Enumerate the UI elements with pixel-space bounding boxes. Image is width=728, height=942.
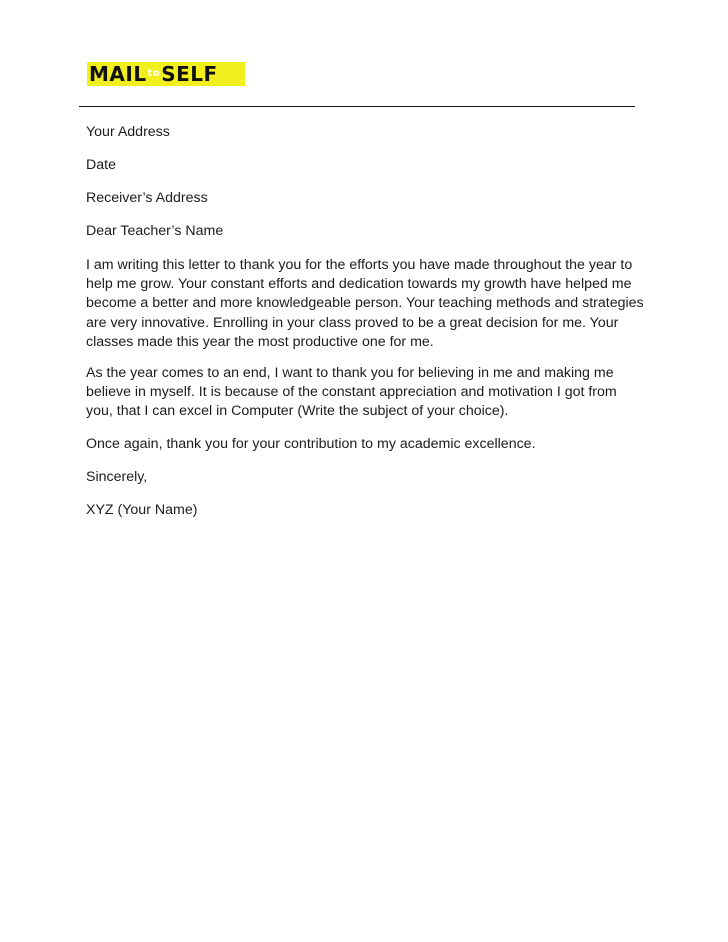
body-paragraph-2: As the year comes to an end, I want to thank you for believing in me and making me believe in myself. It is because of the constant appreciation and motivation I got from you, that I can excel in Computer (Write the subject of your choice). <box>86 365 617 420</box>
salutation: Dear Teacher’s Name <box>86 223 224 239</box>
receiver-address: Receiver’s Address <box>86 190 208 206</box>
logo-text-to: to <box>147 68 161 79</box>
closing: Sincerely, <box>86 469 148 485</box>
body-paragraph-3: Once again, thank you for your contribution to my academic excellence. <box>86 436 536 452</box>
letter-date: Date <box>86 157 116 173</box>
logo-text-mail: MAIL <box>89 62 147 86</box>
mailtoself-logo <box>87 62 245 86</box>
header-divider <box>79 106 635 107</box>
body-paragraph-1: I am writing this letter to thank you for the efforts you have made throughout the year to help me grow. Your constant efforts and dedication towards my growth have helped me become a better and more knowledgeable person. Your teaching methods and strategies are very innovative. Enrolling in your class proved to be a great decision for me. Your classes made this year the most productive one for me. <box>86 257 644 350</box>
signature: XYZ (Your Name) <box>86 502 198 518</box>
sender-address: Your Address <box>86 124 170 140</box>
logo-text-self: SELF <box>161 62 218 86</box>
